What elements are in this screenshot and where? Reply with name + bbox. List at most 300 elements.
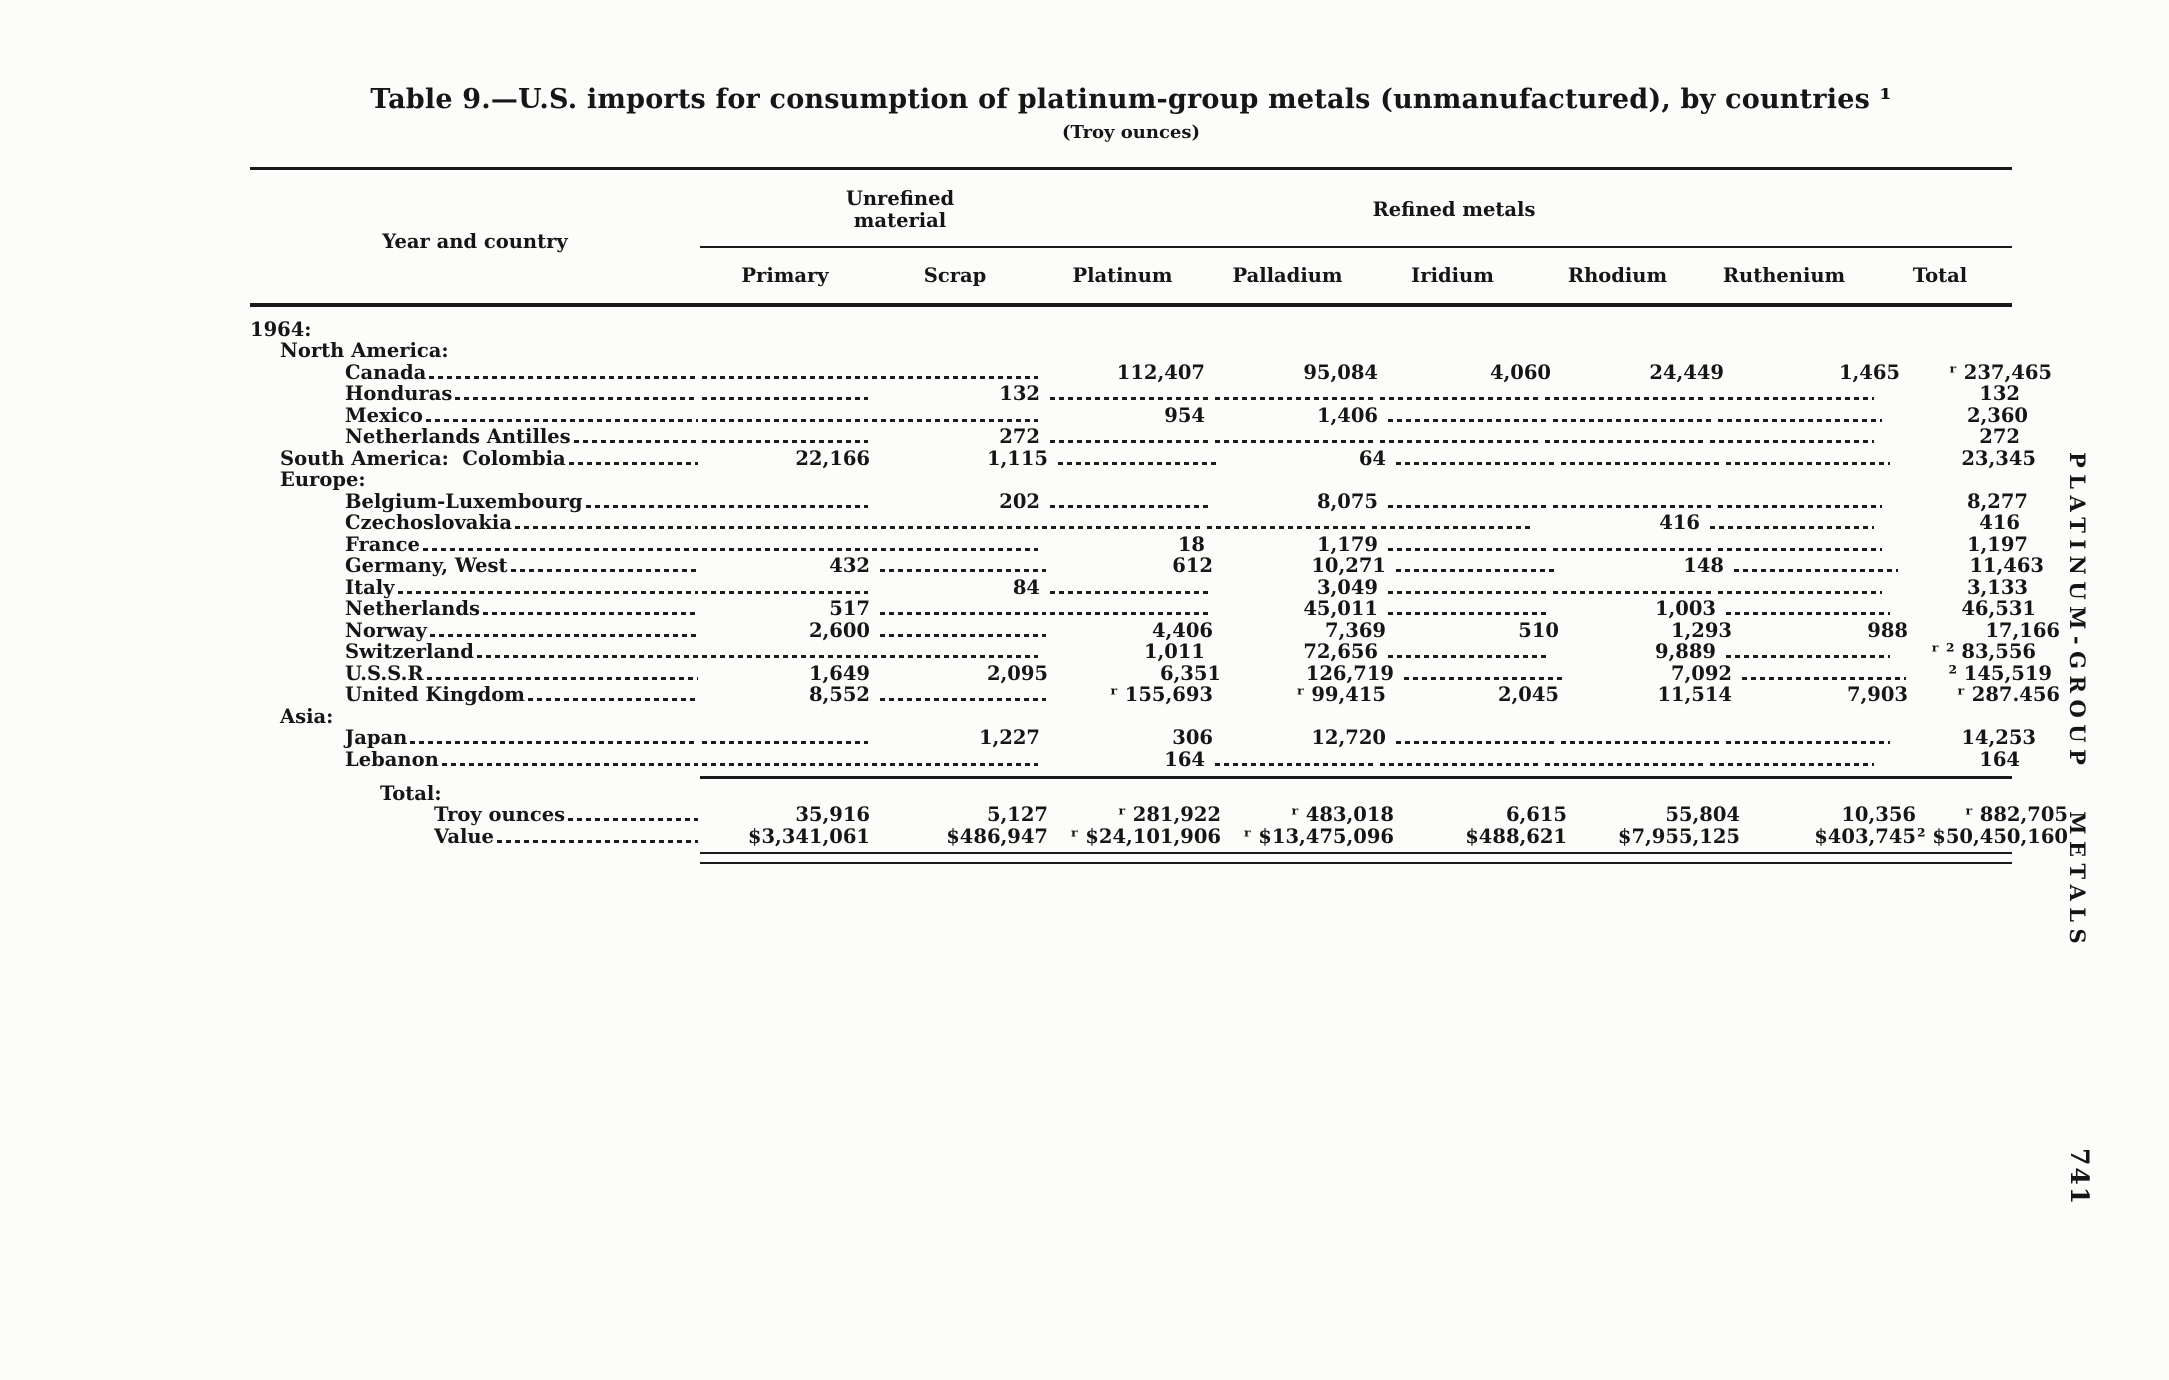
cell-value: 432 bbox=[829, 554, 870, 577]
row-label-box bbox=[250, 783, 700, 805]
cell-value: 2,045 bbox=[1497, 683, 1559, 706]
cell-palladium bbox=[1213, 383, 1378, 405]
cell-value: 22,166 bbox=[795, 446, 870, 470]
cell-primary bbox=[700, 512, 870, 534]
cell-rhodium bbox=[1543, 426, 1708, 448]
cell-value: 95,084 bbox=[1303, 360, 1378, 384]
cell-value: 132 bbox=[999, 382, 1040, 405]
table-row bbox=[250, 640, 2036, 663]
cell-total bbox=[1876, 426, 2024, 448]
cell-value: 10,271 bbox=[1311, 554, 1386, 577]
cell-value: 7,092 bbox=[1670, 661, 1732, 685]
group-header-unrefined: Unrefined material bbox=[845, 187, 955, 232]
cell-value: 10,356 bbox=[1841, 803, 1916, 826]
cell-ruthenium bbox=[1732, 362, 1908, 384]
group-header-refined: Refined metals bbox=[1372, 198, 1536, 221]
cell-scrap bbox=[870, 641, 1040, 663]
cell-value: 55,804 bbox=[1665, 803, 1740, 826]
dash-leader bbox=[427, 677, 698, 680]
cell-total bbox=[1876, 383, 2024, 405]
cell-rhodium bbox=[1551, 534, 1716, 556]
cell-palladium bbox=[1213, 598, 1386, 620]
cell-value: 132 bbox=[1979, 382, 2020, 405]
table-row bbox=[250, 532, 2028, 556]
cell-scrap bbox=[878, 555, 1048, 577]
cell-platinum bbox=[1056, 663, 1229, 685]
pre-total-rule bbox=[700, 776, 2012, 779]
cell-value: ʳ 483,018 bbox=[1290, 803, 1394, 826]
dash-leader bbox=[1042, 526, 1203, 529]
cell-rhodium bbox=[1543, 383, 1708, 405]
table-row bbox=[250, 511, 2020, 534]
column-headers bbox=[700, 264, 2012, 287]
cell-palladium bbox=[1213, 641, 1386, 663]
row-label-box bbox=[250, 448, 700, 470]
cell-value: 1,003 bbox=[1654, 597, 1716, 620]
cell-value: 954 bbox=[1164, 403, 1205, 427]
cell-value: ʳ 99,415 bbox=[1296, 683, 1386, 706]
cell-value: 164 bbox=[1979, 747, 2020, 771]
cell-total bbox=[1892, 448, 2040, 470]
row-label: Mexico bbox=[345, 403, 423, 427]
cell-ruthenium bbox=[1708, 426, 1876, 448]
cell-value: 6,615 bbox=[1505, 803, 1567, 826]
cell-primary bbox=[700, 749, 870, 771]
cell-iridium bbox=[1386, 534, 1551, 556]
dash-leader bbox=[1215, 440, 1376, 443]
cell-total bbox=[1892, 598, 2040, 620]
cell-total bbox=[1908, 362, 2056, 384]
table-row bbox=[250, 403, 2028, 427]
cell-value: 4,060 bbox=[1489, 360, 1551, 384]
cell-value: 45,011 bbox=[1303, 597, 1378, 620]
cell-value: 4,406 bbox=[1151, 618, 1213, 642]
dash-leader bbox=[1388, 505, 1549, 508]
dash-leader bbox=[872, 419, 1038, 422]
cell-scrap bbox=[870, 362, 1040, 384]
table-row bbox=[250, 824, 2068, 848]
dash-leader bbox=[1380, 763, 1541, 766]
dash-leader bbox=[702, 591, 868, 594]
dash-leader bbox=[455, 397, 698, 400]
cell-total bbox=[1876, 512, 2024, 534]
dash-leader bbox=[1404, 677, 1565, 680]
table-row bbox=[250, 661, 2052, 685]
cell-primary bbox=[700, 804, 878, 826]
cell-value: 17,166 bbox=[1985, 618, 2060, 642]
cell-rhodium bbox=[1559, 362, 1732, 384]
cell-primary bbox=[700, 577, 870, 599]
row-label-box bbox=[250, 319, 700, 341]
cell-rhodium bbox=[1535, 512, 1708, 534]
dash-leader bbox=[515, 526, 698, 529]
cell-primary bbox=[700, 826, 878, 848]
dash-leader bbox=[568, 818, 698, 821]
dash-leader bbox=[1718, 548, 1882, 551]
table-row bbox=[250, 726, 2036, 749]
cell-value: 1,115 bbox=[986, 446, 1048, 470]
dash-leader bbox=[1742, 677, 1906, 680]
dash-leader bbox=[702, 655, 868, 658]
cell-platinum bbox=[1056, 804, 1229, 826]
table-row bbox=[250, 747, 2020, 771]
cell-iridium bbox=[1378, 383, 1543, 405]
dash-leader bbox=[880, 634, 1046, 637]
cell-iridium bbox=[1378, 426, 1543, 448]
cell-total bbox=[1916, 620, 2064, 642]
cell-primary bbox=[700, 727, 870, 749]
dash-leader bbox=[1215, 763, 1376, 766]
cell-rhodium bbox=[1575, 826, 1748, 848]
cell-palladium bbox=[1213, 534, 1386, 556]
cell-platinum bbox=[1040, 512, 1205, 534]
cell-value: 12,720 bbox=[1311, 726, 1386, 749]
cell-value: 1,649 bbox=[808, 661, 870, 685]
group-row bbox=[250, 319, 2012, 341]
stub-header: Year and country bbox=[382, 230, 568, 253]
cell-ruthenium bbox=[1716, 405, 1884, 427]
cell-scrap bbox=[870, 749, 1040, 771]
cell-value: 988 bbox=[1867, 618, 1908, 642]
cell-ruthenium bbox=[1708, 512, 1876, 534]
dash-leader bbox=[702, 526, 868, 529]
cell-value: 1,406 bbox=[1316, 403, 1378, 427]
dash-leader bbox=[1050, 591, 1211, 594]
dash-leader bbox=[1388, 612, 1549, 615]
cell-value: $3,341,061 bbox=[747, 824, 870, 848]
dash-leader bbox=[410, 741, 698, 744]
cell-iridium bbox=[1370, 512, 1535, 534]
cell-scrap bbox=[878, 663, 1056, 685]
cell-ruthenium bbox=[1716, 491, 1884, 513]
totals-block bbox=[250, 781, 2068, 848]
dash-leader bbox=[426, 419, 698, 422]
cell-value: 7,369 bbox=[1324, 618, 1386, 642]
cell-value: 1,465 bbox=[1838, 360, 1900, 384]
dash-leader bbox=[702, 505, 868, 508]
cell-platinum bbox=[1048, 598, 1213, 620]
dash-leader bbox=[1396, 569, 1557, 572]
cell-iridium bbox=[1386, 405, 1551, 427]
group-row bbox=[250, 706, 2012, 728]
table-header bbox=[250, 170, 2012, 303]
cell-primary bbox=[700, 448, 878, 470]
cell-value: 517 bbox=[829, 597, 870, 620]
cell-iridium bbox=[1402, 663, 1567, 685]
table-body bbox=[250, 307, 2060, 771]
cell-value: 8,277 bbox=[1966, 489, 2028, 513]
cell-value: 148 bbox=[1683, 554, 1724, 577]
dash-leader bbox=[872, 548, 1038, 551]
row-label-box bbox=[250, 706, 700, 728]
cell-palladium bbox=[1205, 512, 1370, 534]
dash-leader bbox=[423, 548, 698, 551]
dash-leader bbox=[880, 569, 1046, 572]
row-label-box bbox=[250, 598, 700, 620]
row-label-box bbox=[250, 684, 700, 706]
cell-palladium bbox=[1221, 684, 1394, 706]
cell-platinum bbox=[1040, 749, 1213, 771]
cell-iridium bbox=[1378, 749, 1543, 771]
row-label: Netherlands bbox=[345, 597, 480, 620]
cell-primary bbox=[700, 405, 870, 427]
column-header-ruthenium: Ruthenium bbox=[1722, 264, 1846, 287]
dash-leader bbox=[880, 698, 1046, 701]
column-header-iridium: Iridium bbox=[1411, 264, 1494, 287]
cell-value: 8,552 bbox=[808, 683, 870, 706]
cell-iridium bbox=[1394, 727, 1559, 749]
dash-leader bbox=[1396, 462, 1557, 465]
row-label: Switzerland bbox=[345, 640, 474, 663]
dash-leader bbox=[398, 591, 698, 594]
row-label: Canada bbox=[345, 360, 427, 384]
row-label-box bbox=[250, 804, 700, 826]
cell-palladium bbox=[1221, 448, 1394, 470]
cell-value: 1,227 bbox=[978, 726, 1040, 749]
cell-value: 272 bbox=[999, 425, 1040, 448]
dash-leader bbox=[1718, 591, 1882, 594]
cell-primary bbox=[700, 555, 878, 577]
cell-palladium bbox=[1229, 826, 1402, 848]
row-label: Total: bbox=[380, 781, 442, 805]
cell-value: 306 bbox=[1172, 726, 1213, 749]
cell-palladium bbox=[1229, 804, 1402, 826]
column-header-total: Total bbox=[1912, 264, 1968, 287]
dash-leader bbox=[1553, 505, 1714, 508]
table-bottom-rule bbox=[700, 852, 2012, 864]
cell-rhodium bbox=[1575, 804, 1748, 826]
cell-value: 64 bbox=[1358, 446, 1386, 470]
row-label-box bbox=[250, 663, 700, 685]
cell-iridium bbox=[1386, 577, 1551, 599]
row-label-box bbox=[250, 469, 700, 491]
imports-table bbox=[250, 167, 2068, 864]
row-label: United Kingdom bbox=[345, 683, 525, 706]
dash-leader bbox=[1553, 548, 1714, 551]
cell-rhodium bbox=[1559, 448, 1724, 470]
dash-leader bbox=[1726, 612, 1890, 615]
cell-platinum bbox=[1048, 684, 1221, 706]
dash-leader bbox=[1388, 419, 1549, 422]
cell-scrap bbox=[870, 512, 1040, 534]
cell-rhodium bbox=[1551, 641, 1724, 663]
row-label: Europe: bbox=[280, 468, 366, 491]
dash-leader bbox=[1050, 397, 1211, 400]
column-header-platinum: Platinum bbox=[1072, 264, 1173, 287]
column-header-rhodium: Rhodium bbox=[1567, 264, 1668, 287]
title-block bbox=[250, 84, 2012, 143]
row-label-box bbox=[250, 577, 700, 599]
cell-primary bbox=[700, 383, 870, 405]
cell-platinum bbox=[1048, 426, 1213, 448]
cell-value: ʳ ² 83,556 bbox=[1931, 640, 2036, 663]
cell-value: 11,463 bbox=[1969, 554, 2044, 577]
running-head-vertical: PLATINUM-GROUP METALS bbox=[2065, 452, 2090, 951]
cell-ruthenium bbox=[1748, 826, 1924, 848]
row-label: 1964: bbox=[250, 317, 312, 341]
dash-leader bbox=[872, 376, 1038, 379]
cell-palladium bbox=[1221, 727, 1394, 749]
cell-scrap bbox=[878, 598, 1048, 620]
cell-primary bbox=[700, 534, 870, 556]
dash-leader bbox=[528, 698, 698, 701]
cell-value: 35,916 bbox=[795, 803, 870, 826]
row-label: Netherlands Antilles bbox=[345, 425, 571, 448]
dash-leader bbox=[1215, 397, 1376, 400]
row-label-box bbox=[250, 727, 700, 749]
dash-leader bbox=[1710, 763, 1874, 766]
row-label-box bbox=[250, 826, 700, 848]
cell-total bbox=[1884, 491, 2032, 513]
cell-value: ʳ 237,465 bbox=[1948, 360, 2052, 384]
dash-leader bbox=[1561, 741, 1722, 744]
dash-leader bbox=[702, 419, 868, 422]
cell-value: ² $50,450,160 bbox=[1916, 824, 2068, 848]
dash-leader bbox=[430, 634, 698, 637]
dash-leader bbox=[569, 462, 698, 465]
cell-value: 7,903 bbox=[1846, 683, 1908, 706]
cell-iridium bbox=[1394, 555, 1559, 577]
column-header-primary: Primary bbox=[741, 264, 829, 287]
dash-leader bbox=[429, 376, 698, 379]
cell-value: 2,095 bbox=[986, 661, 1048, 685]
cell-scrap bbox=[870, 491, 1048, 513]
dash-leader bbox=[702, 741, 868, 744]
cell-value: 84 bbox=[1012, 575, 1040, 599]
cell-value: ʳ 281,922 bbox=[1117, 803, 1221, 826]
cell-value: 1,293 bbox=[1670, 618, 1732, 642]
column-header-scrap: Scrap bbox=[923, 264, 987, 287]
cell-ruthenium bbox=[1716, 577, 1884, 599]
dash-leader bbox=[1050, 612, 1211, 615]
cell-rhodium bbox=[1559, 555, 1732, 577]
dash-leader bbox=[586, 505, 698, 508]
cell-ruthenium bbox=[1740, 684, 1916, 706]
cell-value: 3,133 bbox=[1966, 575, 2028, 599]
cell-value: 510 bbox=[1518, 618, 1559, 642]
dash-leader bbox=[1561, 462, 1722, 465]
cell-total bbox=[1884, 534, 2032, 556]
table-row bbox=[250, 575, 2028, 599]
dash-leader bbox=[497, 840, 698, 843]
cell-total bbox=[1884, 577, 2032, 599]
cell-value: 1,011 bbox=[1143, 640, 1205, 663]
dash-leader bbox=[1372, 526, 1533, 529]
cell-total bbox=[1916, 824, 2072, 848]
row-label-box bbox=[250, 641, 700, 663]
cell-ruthenium bbox=[1724, 598, 1892, 620]
row-label-box bbox=[250, 405, 700, 427]
dash-leader bbox=[1718, 419, 1882, 422]
cell-value: 612 bbox=[1172, 554, 1213, 577]
row-label: Germany, West bbox=[345, 554, 508, 577]
cell-value: ² 145,519 bbox=[1948, 661, 2052, 685]
dash-leader bbox=[1710, 526, 1874, 529]
row-label: Czechoslovakia bbox=[345, 511, 512, 534]
table-title: Table 9.—U.S. imports for consumption of platinum-group metals (unmanufactured), by countries ¹ bbox=[370, 84, 1892, 115]
cell-value: 5,127 bbox=[986, 803, 1048, 826]
table-row bbox=[250, 446, 2036, 470]
cell-palladium bbox=[1213, 405, 1386, 427]
dash-leader bbox=[1050, 440, 1211, 443]
cell-palladium bbox=[1213, 426, 1378, 448]
cell-rhodium bbox=[1567, 684, 1740, 706]
row-label: Lebanon bbox=[345, 747, 439, 771]
dash-leader bbox=[1726, 655, 1890, 658]
row-label: South America: Colombia bbox=[280, 446, 566, 470]
row-label: North America: bbox=[280, 339, 449, 362]
cell-palladium bbox=[1221, 555, 1394, 577]
cell-value: 272 bbox=[1979, 425, 2020, 448]
table-row bbox=[250, 382, 2020, 405]
cell-value: 1,197 bbox=[1966, 532, 2028, 556]
column-header-palladium: Palladium bbox=[1232, 264, 1343, 287]
cell-ruthenium bbox=[1748, 804, 1924, 826]
cell-ruthenium bbox=[1724, 727, 1892, 749]
cell-primary bbox=[700, 362, 870, 384]
cell-ruthenium bbox=[1732, 555, 1900, 577]
table-row bbox=[250, 618, 2060, 642]
cell-value: ʳ $13,475,096 bbox=[1243, 824, 1394, 848]
cell-value: 2,360 bbox=[1966, 403, 2028, 427]
cell-iridium bbox=[1386, 598, 1551, 620]
cell-primary bbox=[700, 598, 878, 620]
group-header-rule bbox=[700, 246, 2012, 248]
cell-iridium bbox=[1386, 491, 1551, 513]
cell-primary bbox=[700, 620, 878, 642]
cell-value: 14,253 bbox=[1961, 726, 2036, 749]
dash-leader bbox=[1058, 462, 1219, 465]
dash-leader bbox=[1388, 655, 1549, 658]
dash-leader bbox=[1553, 591, 1714, 594]
cell-value: 416 bbox=[1979, 511, 2020, 534]
dash-leader bbox=[1734, 569, 1898, 572]
dash-leader bbox=[1718, 505, 1882, 508]
cell-palladium bbox=[1229, 663, 1402, 685]
cell-total bbox=[1892, 641, 2040, 663]
cell-value: $403,745 bbox=[1814, 824, 1916, 848]
cell-scrap bbox=[870, 426, 1048, 448]
cell-total bbox=[1900, 555, 2048, 577]
row-label-box bbox=[250, 512, 700, 534]
dash-leader bbox=[1726, 741, 1890, 744]
cell-value: 18 bbox=[1177, 532, 1205, 556]
cell-ruthenium bbox=[1740, 663, 1908, 685]
dash-leader bbox=[1050, 505, 1211, 508]
cell-value: 72,656 bbox=[1303, 640, 1378, 663]
dash-leader bbox=[1380, 440, 1541, 443]
cell-rhodium bbox=[1567, 620, 1740, 642]
cell-platinum bbox=[1040, 405, 1213, 427]
cell-value: $488,621 bbox=[1465, 824, 1567, 848]
cell-palladium bbox=[1221, 620, 1394, 642]
row-label: Value bbox=[434, 824, 494, 848]
dash-leader bbox=[1710, 397, 1874, 400]
cell-ruthenium bbox=[1708, 749, 1876, 771]
dash-leader bbox=[872, 763, 1038, 766]
cell-primary bbox=[700, 684, 878, 706]
dash-leader bbox=[477, 655, 698, 658]
cell-scrap bbox=[878, 620, 1048, 642]
cell-platinum bbox=[1040, 362, 1213, 384]
cell-value: 1,179 bbox=[1316, 532, 1378, 556]
dash-leader bbox=[1545, 397, 1706, 400]
cell-scrap bbox=[870, 383, 1048, 405]
cell-platinum bbox=[1056, 826, 1229, 848]
dash-leader bbox=[702, 397, 868, 400]
cell-value: 202 bbox=[999, 489, 1040, 513]
cell-platinum bbox=[1048, 727, 1221, 749]
